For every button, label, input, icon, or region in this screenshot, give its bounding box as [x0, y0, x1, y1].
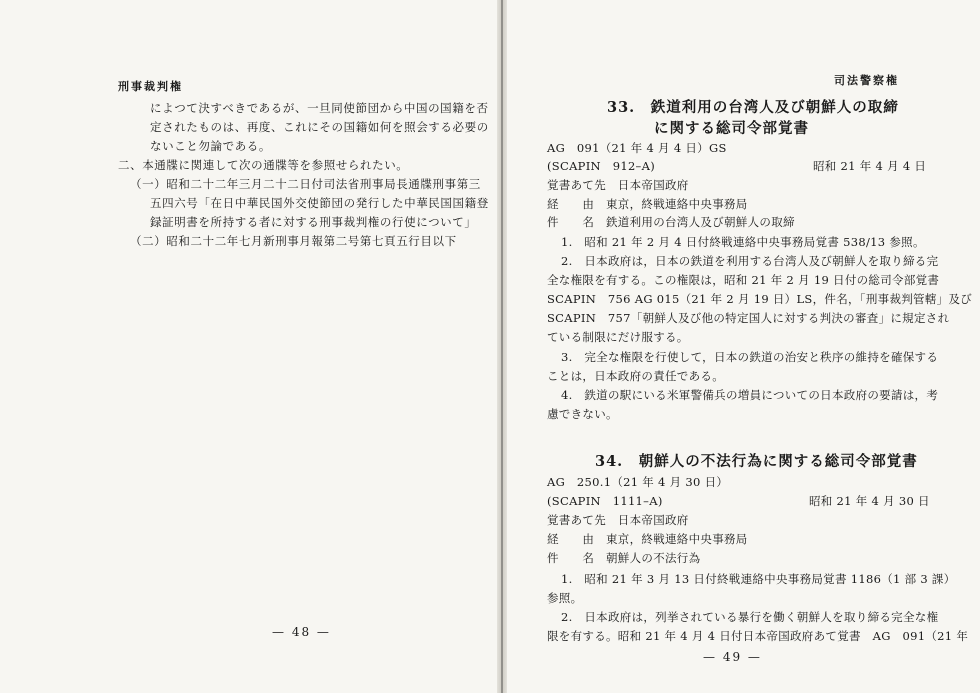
paragraph-line: 2. 日本政府は，列挙されている暴行を働く朝鮮人を取り締る完全な権 [561, 610, 939, 624]
book-gutter [497, 0, 507, 693]
section-34-date: 昭和 21 年 4 月 30 日 [809, 494, 930, 508]
paragraph-line: 1. 昭和 21 年 2 月 4 日付終戦連絡中央事務局覚書 538/13 参照。 [561, 235, 925, 249]
paragraph-line: 全な権限を有する。この権限は，昭和 21 年 2 月 19 日付の総司令部覚書 [547, 273, 940, 287]
paragraph-line: 3. 完全な権限を行使して，日本の鉄道の治安と秩序の維持を確保する [561, 350, 939, 364]
left-line: （一）昭和二十二年三月二十二日付司法省刑事局長通牒刑事第三 [130, 177, 481, 191]
section-34-subject: 件 名 朝鮮人の不法行為 [547, 551, 701, 565]
section-33-scapin: (SCAPIN 912–A) [547, 159, 656, 173]
left-line: 録証明書を所持する者に対する刑事裁判権の行使について」 [150, 215, 477, 229]
section-33-ref: AG 091（21 年 4 月 4 日）GS [547, 141, 727, 155]
left-line: 定されたものは、再度、これにその国籍如何を照会する必要の [150, 120, 489, 134]
section-34-scapin: (SCAPIN 1111–A) [547, 494, 663, 508]
paragraph-line: 限を有する。昭和 21 年 4 月 4 日付日本帝国政府あて覚書 AG 091（21 年 [547, 629, 969, 643]
section-33-heading: 33. 鉄道利用の台湾人及び朝鮮人の取締 [607, 99, 899, 116]
paragraph-line: 参照。 [547, 591, 583, 605]
section-34-addressee: 覚書あて先 日本帝国政府 [547, 513, 689, 527]
left-line: 五四六号「在日中華民国外交使節団の発行した中華民国国籍登 [150, 196, 489, 210]
paragraph-line: 4. 鉄道の駅にいる米軍警備兵の増員についての日本政府の要請は，考 [561, 388, 939, 402]
right-page [507, 0, 980, 693]
left-line: （二）昭和二十二年七月新刑事月報第二号第七頁五行目以下 [130, 234, 457, 248]
right-page-number: — 49 — [703, 650, 762, 664]
section-33-subject: 件 名 鉄道利用の台湾人及び朝鮮人の取締 [547, 215, 795, 229]
right-running-head: 司法警察権 [834, 74, 899, 87]
section-34-heading: 34. 朝鮮人の不法行為に関する総司令部覚書 [595, 453, 918, 470]
paragraph-line: 慮できない。 [547, 407, 618, 421]
section-33-addressee: 覚書あて先 日本帝国政府 [547, 178, 689, 192]
paragraph-line: SCAPIN 757「朝鮮人及び他の特定国人に対する判決の審査」に規定され [547, 311, 950, 325]
left-line: によつて決すべきであるが、一旦同使節団から中国の国籍を否 [150, 101, 489, 115]
paragraph-line: ている制限にだけ服する。 [547, 330, 689, 344]
section-34-ref: AG 250.1（21 年 4 月 30 日） [547, 475, 729, 489]
left-line: ないこと勿論である。 [150, 139, 271, 153]
section-33-date: 昭和 21 年 4 月 4 日 [813, 159, 927, 173]
paragraph-line: SCAPIN 756 AG 015（21 年 2 月 19 日）LS，件名，「刑事裁判管轄」及び [547, 292, 973, 306]
left-running-head: 刑事裁判権 [118, 80, 183, 93]
section-33-heading-cont: に関する総司令部覚書 [654, 120, 809, 137]
section-33-via: 経 由 東京，終戦連絡中央事務局 [547, 197, 748, 211]
paragraph-line: 1. 昭和 21 年 3 月 13 日付終戦連絡中央事務局覚書 1186（1 部 3 課） [561, 572, 956, 586]
paragraph-line: ことは，日本政府の責任である。 [547, 369, 724, 383]
paragraph-line: 2. 日本政府は，日本の鉄道を利用する台湾人及び朝鮮人を取り締る完 [561, 254, 939, 268]
left-line: 二、本通牒に関連して次の通牒等を参照せられたい。 [118, 158, 409, 172]
section-34-via: 経 由 東京，終戦連絡中央事務局 [547, 532, 748, 546]
left-page-number: — 48 — [272, 625, 331, 639]
